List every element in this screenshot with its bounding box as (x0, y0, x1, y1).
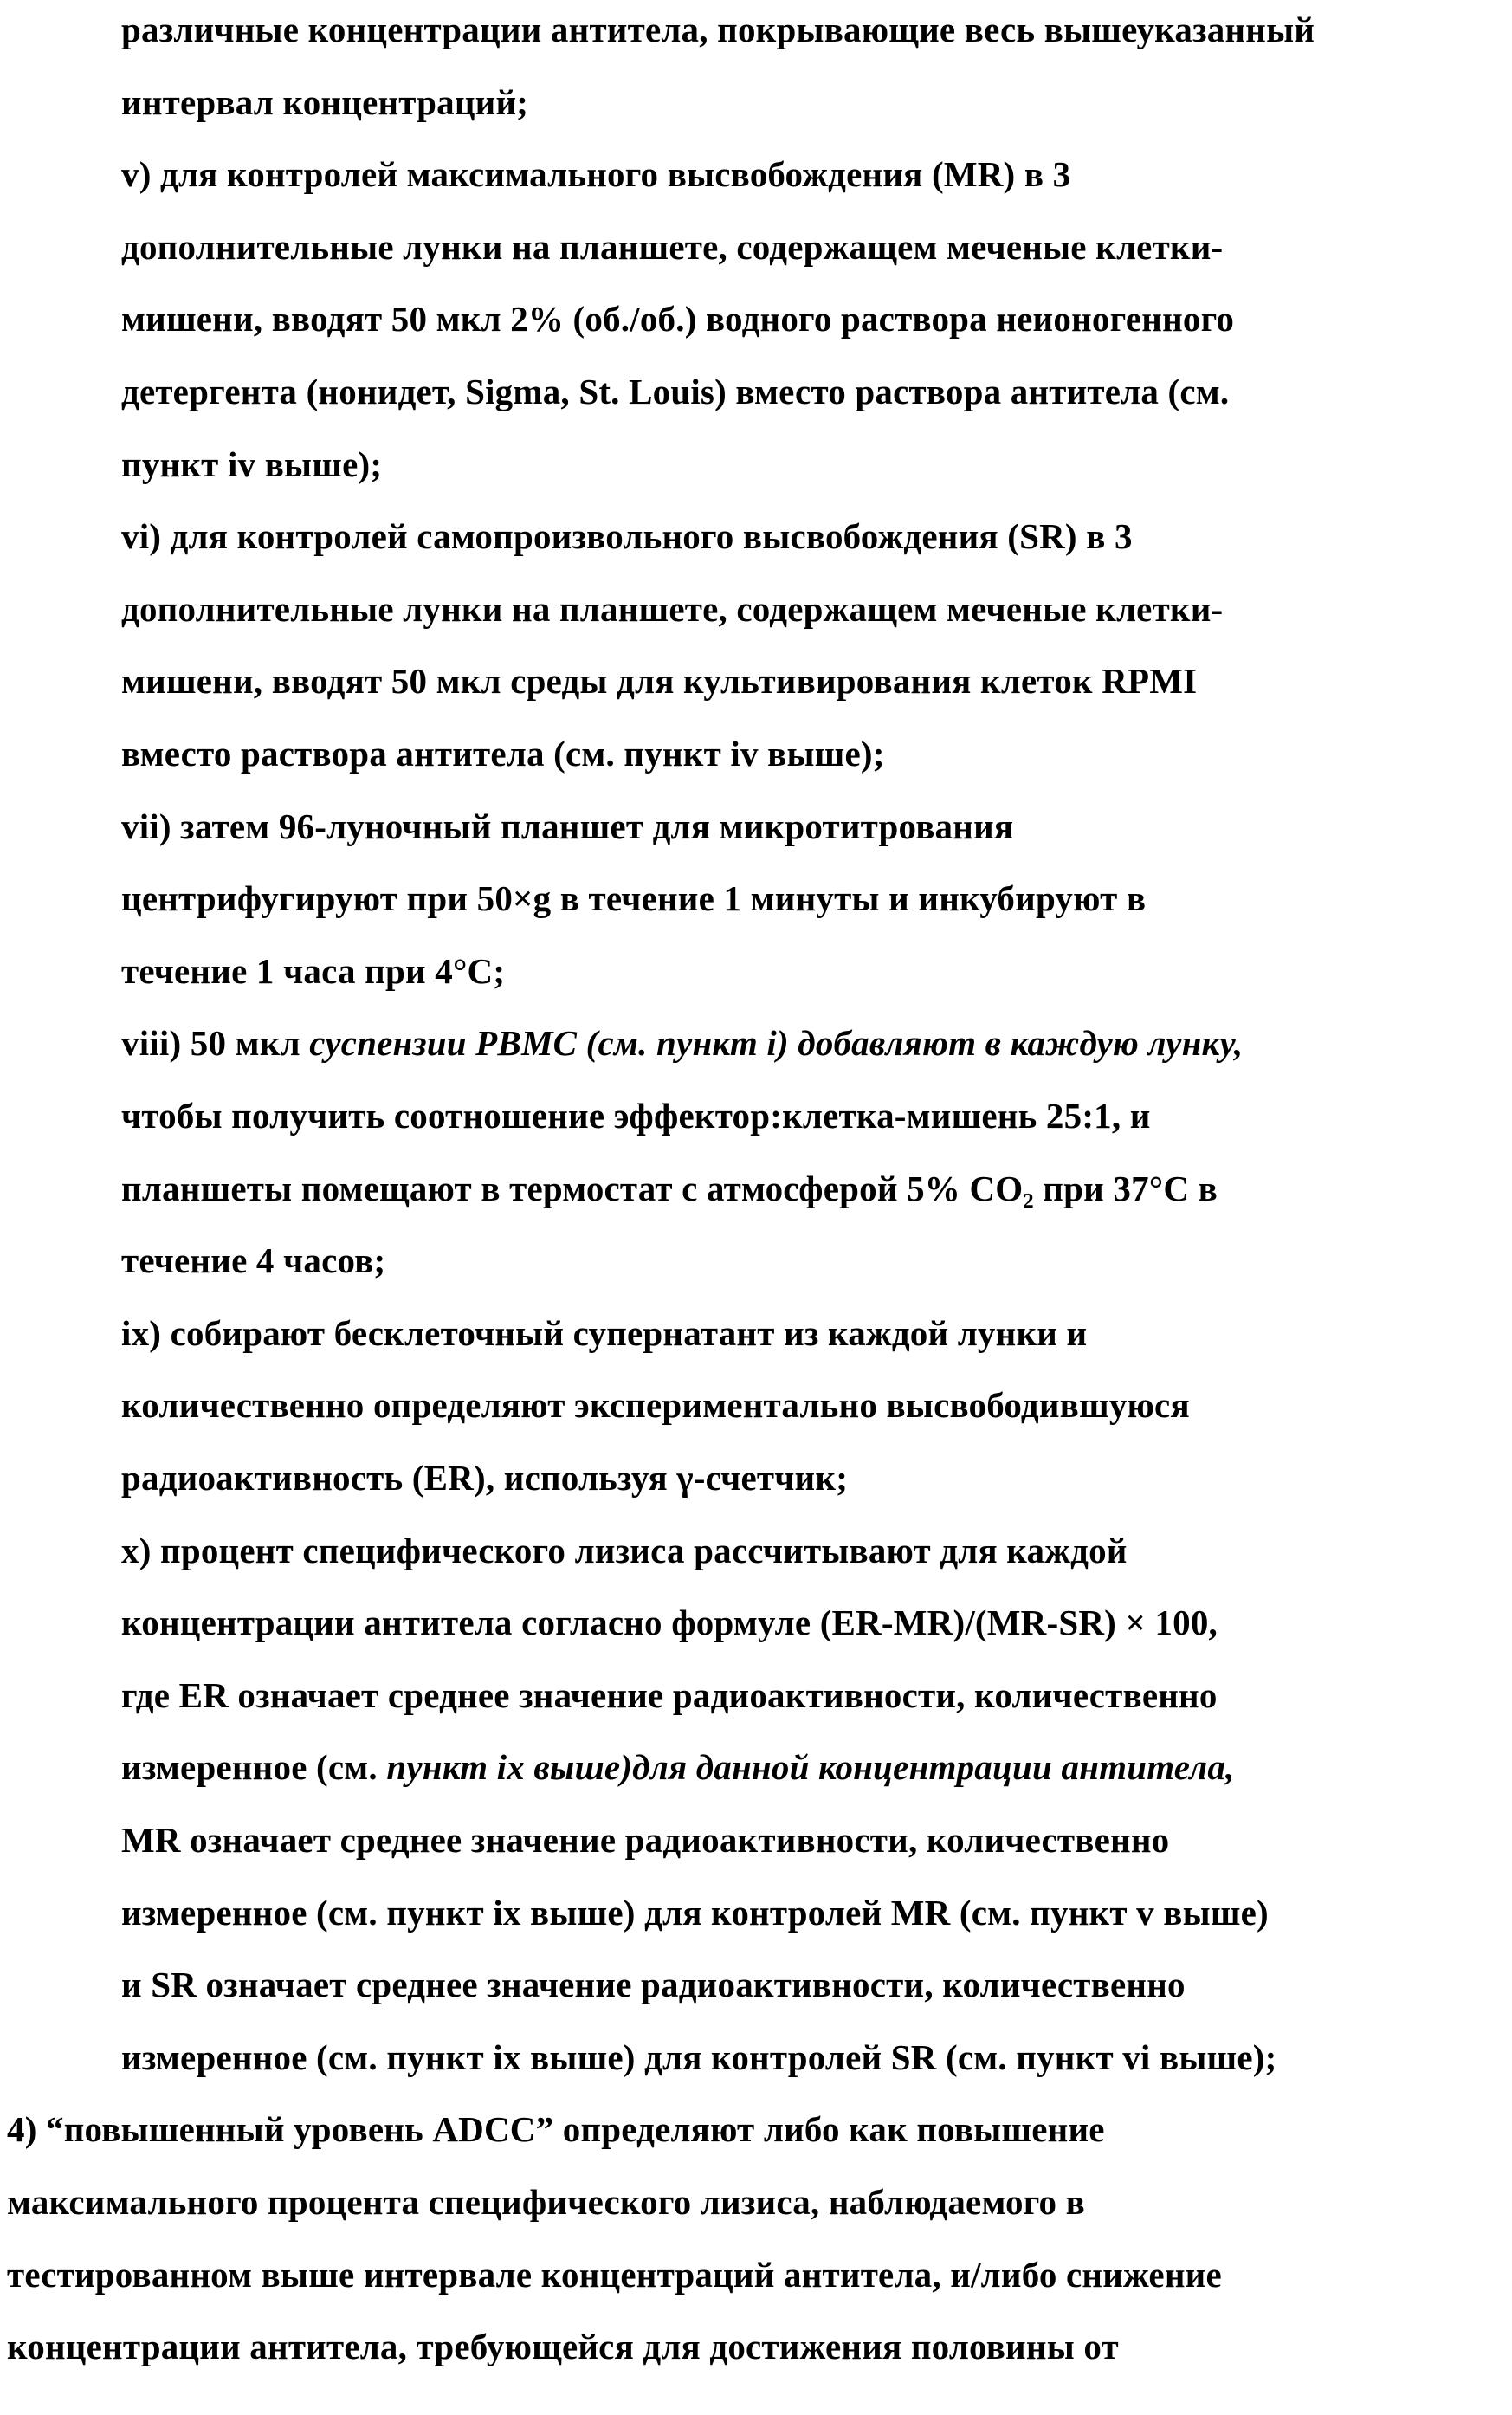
text-segment: MR означает среднее значение радиоактивности, количественно (121, 1820, 1169, 1860)
text-line (121, 1442, 848, 1515)
text-line (121, 1660, 1218, 1732)
text-segment: планшеты помещают в термостат с атмосферой 5% CO₂ при 37°С в (121, 1169, 1218, 1208)
text-line (121, 936, 505, 1008)
text-line (121, 718, 885, 791)
text-segment: концентрации антитела, требующейся для достижения половины от (7, 2327, 1119, 2366)
text-line (121, 1369, 1190, 1442)
text-segment: vi) для контролей самопроизвольного высвобождения (SR) в 3 (121, 516, 1133, 556)
text-line (121, 1732, 1235, 1804)
text-segment: мишени, вводят 50 мкл среды для культивирования клеток RPMI (121, 661, 1197, 701)
text-segment: интервал концентраций; (121, 82, 528, 122)
text-line (121, 0, 1315, 67)
text-segment: вместо раствора антитела (см. пункт iv выше); (121, 734, 885, 774)
text-line (121, 1515, 1128, 1588)
text-line (7, 2311, 1119, 2384)
text-segment: дополнительные лунки на планшете, содержащем меченые клетки- (121, 227, 1223, 267)
text-segment: viii) 50 мкл (121, 1023, 309, 1063)
text-segment: течение 4 часов; (121, 1240, 385, 1280)
text-line (121, 1007, 1243, 1080)
text-segment: чтобы получить соотношение эффектор:клетка-мишень 25:1, и (121, 1096, 1151, 1136)
text-line (121, 501, 1133, 573)
italic-text-segment: пункт ix выше)для данной концентрации антитела, (386, 1747, 1234, 1787)
text-segment: различные концентрации антитела, покрывающие весь вышеуказанный (121, 10, 1315, 49)
text-segment: измеренное (см. пункт ix выше) для контролей SR (см. пункт vi выше); (121, 2037, 1276, 2077)
text-segment: количественно определяют экспериментально высвободившуюся (121, 1385, 1190, 1425)
text-line (121, 791, 1013, 864)
text-line (7, 2166, 1085, 2239)
text-segment: x) процент специфического лизиса рассчитывают для каждой (121, 1531, 1128, 1570)
text-segment: максимального процента специфического лизиса, наблюдаемого в (7, 2182, 1085, 2222)
text-segment: где ER означает среднее значение радиоактивности, количественно (121, 1675, 1218, 1715)
text-line (121, 1804, 1169, 1877)
text-segment: тестированном выше интервале концентраций антитела, и/либо снижение (7, 2255, 1222, 2295)
text-segment: мишени, вводят 50 мкл 2% (об./об.) водного раствора неионогенного (121, 299, 1234, 339)
text-line (121, 429, 382, 502)
text-line (121, 863, 1146, 936)
text-segment: детергента (нонидет, Sigma, St. Louis) вместо раствора антитела (см. (121, 372, 1229, 411)
text-segment: течение 1 часа при 4°С; (121, 951, 505, 991)
text-line (121, 1225, 385, 1298)
text-segment: дополнительные лунки на планшете, содержащем меченые клетки- (121, 589, 1223, 629)
text-segment: и SR означает среднее значение радиоактивности, количественно (121, 1965, 1186, 2004)
text-segment: 4) “повышенный уровень ADCC” определяют либо как повышение (7, 2109, 1105, 2149)
text-segment: радиоактивность (ER), используя γ-счетчик; (121, 1458, 848, 1498)
text-line (121, 2022, 1276, 2095)
text-line (121, 645, 1197, 718)
text-line (121, 1949, 1186, 2022)
text-line (121, 356, 1229, 429)
text-line (7, 2239, 1222, 2312)
text-segment: пункт iv выше); (121, 444, 382, 484)
text-line (121, 1080, 1151, 1153)
text-segment: центрифугируют при 50×g в течение 1 минуты и инкубируют в (121, 878, 1146, 918)
text-line (121, 1153, 1218, 1226)
text-segment: ix) собирают бесклеточный супернатант из каждой лунки и (121, 1313, 1087, 1353)
text-segment: концентрации антитела согласно формуле (ER-MR)/(MR-SR) × 100, (121, 1602, 1218, 1642)
text-segment: измеренное (см. пункт ix выше) для контролей MR (см. пункт v выше) (121, 1893, 1269, 1933)
text-line (121, 139, 1070, 211)
text-segment: v) для контролей максимального высвобождения (MR) в 3 (121, 154, 1070, 194)
text-line (121, 211, 1223, 284)
italic-text-segment: суспензии PBMC (см. пункт i) добавляют в каждую лунку, (309, 1023, 1243, 1063)
text-line (121, 1877, 1269, 1950)
text-line (121, 1587, 1218, 1660)
text-line (121, 283, 1234, 356)
text-line (121, 67, 528, 139)
text-segment: vii) затем 96-луночный планшет для микротитрования (121, 806, 1013, 846)
text-line (7, 2094, 1105, 2166)
text-segment: измеренное (см. (121, 1747, 386, 1787)
text-line (121, 1298, 1087, 1370)
text-line (121, 573, 1223, 646)
